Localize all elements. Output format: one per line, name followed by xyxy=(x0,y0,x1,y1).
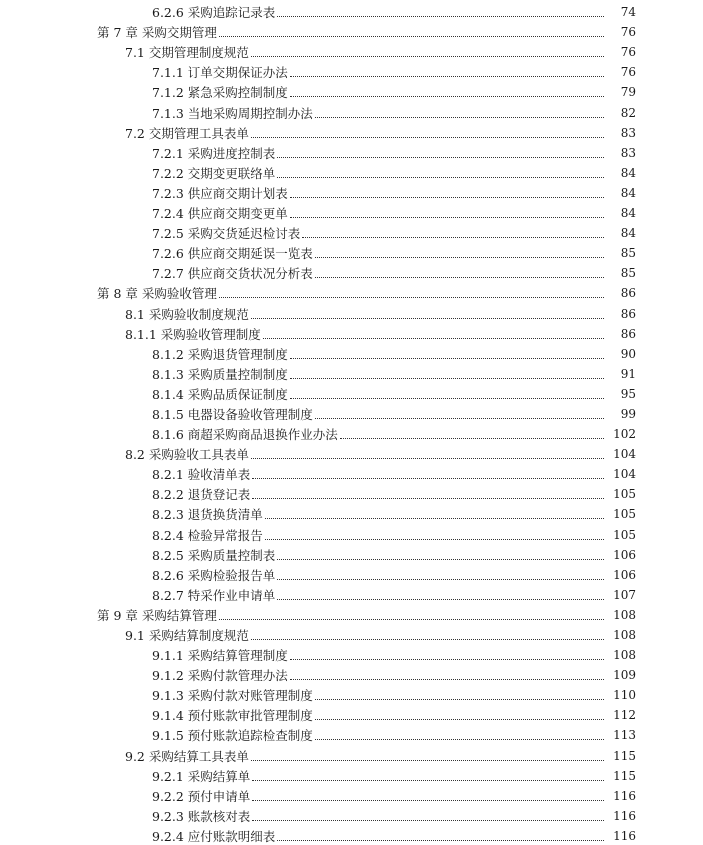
toc-entry[interactable] xyxy=(0,805,703,825)
toc-dot-leader xyxy=(290,357,604,359)
toc-dot-leader xyxy=(315,417,604,419)
toc-entry-title: 7.2.7 供应商交货状况分析表 xyxy=(152,266,313,282)
toc-entry-page: 76 xyxy=(620,25,636,40)
toc-entry-page: 86 xyxy=(620,286,636,301)
toc-entry-title: 8.2.3 退货换货清单 xyxy=(152,507,263,523)
toc-entry[interactable] xyxy=(0,544,703,564)
toc-entry[interactable] xyxy=(0,162,703,182)
toc-entry-page: 86 xyxy=(620,326,636,341)
toc-entry-page: 115 xyxy=(613,748,636,763)
toc-entry-title: 7.1.2 紧急采购控制制度 xyxy=(152,85,288,101)
toc-entry-page: 105 xyxy=(613,487,636,502)
toc-entry[interactable] xyxy=(0,343,703,363)
toc-dot-leader xyxy=(277,578,604,580)
toc-dot-leader xyxy=(315,116,604,118)
toc-entry-page: 105 xyxy=(613,527,636,542)
toc-entry-page: 108 xyxy=(613,628,636,642)
toc-entry-title: 7.2.1 采购进度控制表 xyxy=(152,145,276,161)
toc-entry[interactable] xyxy=(0,323,703,343)
toc-dot-leader xyxy=(252,819,604,821)
toc-dot-leader xyxy=(277,558,604,560)
toc-entry-title: 8.1.3 采购质量控制制度 xyxy=(152,366,288,382)
toc-entry-page: 104 xyxy=(613,447,636,462)
toc-entry[interactable] xyxy=(0,1,703,21)
toc-entry[interactable] xyxy=(0,101,703,121)
toc-entry-title: 6.2.6 采购追踪记录表 xyxy=(152,5,276,21)
toc-dot-leader xyxy=(219,35,604,37)
toc-entry-page: 90 xyxy=(620,346,636,361)
toc-entry[interactable] xyxy=(0,242,703,262)
toc-entry[interactable] xyxy=(0,443,703,463)
toc-entry-page: 108 xyxy=(613,607,636,622)
toc-entry[interactable] xyxy=(0,483,703,503)
toc-entry-title: 7.2 交期管理工具表单 xyxy=(125,125,249,141)
toc-entry-page: 115 xyxy=(613,768,636,783)
toc-entry-page: 106 xyxy=(613,567,636,582)
toc-dot-leader xyxy=(251,638,604,640)
toc-entry[interactable] xyxy=(0,744,703,764)
toc-entry[interactable] xyxy=(0,664,703,684)
toc-entry-title: 第 7 章 采购交期管理 xyxy=(97,25,217,41)
toc-entry[interactable] xyxy=(0,383,703,403)
toc-entry-title: 9.1.4 预付账款审批管理制度 xyxy=(152,708,313,724)
toc-entry[interactable] xyxy=(0,584,703,604)
toc-dot-leader xyxy=(290,377,604,379)
toc-entry-title: 8.1.5 电器设备验收管理制度 xyxy=(152,406,313,422)
toc-entry-title: 8.2.7 特采作业申请单 xyxy=(152,587,276,603)
toc-dot-leader xyxy=(290,397,604,399)
toc-entry-page: 106 xyxy=(613,547,636,562)
toc-entry[interactable] xyxy=(0,423,703,443)
toc-dot-leader xyxy=(219,296,604,298)
toc-entry-page: 85 xyxy=(620,266,636,281)
toc-entry[interactable] xyxy=(0,363,703,383)
toc-entry[interactable] xyxy=(0,122,703,142)
toc-dot-leader xyxy=(219,618,604,620)
toc-dot-leader xyxy=(251,457,604,459)
toc-entry-title: 8.1.6 商超采购商品退换作业办法 xyxy=(152,427,338,443)
toc-dot-leader xyxy=(277,15,604,17)
toc-entry-page: 83 xyxy=(620,145,636,160)
toc-entry-title: 8.1 采购验收制度规范 xyxy=(125,306,249,322)
toc-dot-leader xyxy=(265,517,604,519)
toc-entry-title: 8.2 采购验收工具表单 xyxy=(125,447,249,463)
toc-dot-leader xyxy=(315,718,604,720)
toc-entry-title: 7.2.4 供应商交期变更单 xyxy=(152,206,288,222)
toc-entry-title: 7.1.1 订单交期保证办法 xyxy=(152,65,288,81)
toc-entry[interactable] xyxy=(0,21,703,41)
toc-entry-title: 第 9 章 采购结算管理 xyxy=(97,607,217,623)
toc-entry[interactable] xyxy=(0,644,703,664)
toc-entry-page: 110 xyxy=(613,688,636,703)
toc-entry[interactable] xyxy=(0,41,703,61)
toc-dot-leader xyxy=(263,337,604,339)
toc-dot-leader xyxy=(290,216,604,218)
toc-dot-leader xyxy=(265,538,604,540)
toc-dot-leader xyxy=(340,437,604,439)
toc-entry-title: 8.2.6 采购检验报告单 xyxy=(152,567,276,583)
toc-entry-page: 79 xyxy=(620,85,636,100)
toc-dot-leader xyxy=(290,95,604,97)
toc-entry-title: 9.1.5 预付账款追踪检查制度 xyxy=(152,728,313,744)
toc-entry-title: 7.2.5 采购交货延迟检讨表 xyxy=(152,226,301,242)
toc-entry-title: 9.1.1 采购结算管理制度 xyxy=(152,648,288,664)
toc-dot-leader xyxy=(252,799,604,801)
toc-entry-title: 8.2.2 退货登记表 xyxy=(152,487,251,503)
toc-entry-page: 116 xyxy=(613,808,636,823)
toc-entry[interactable] xyxy=(0,765,703,785)
toc-entry-title: 9.2.4 应付账款明细表 xyxy=(152,828,276,844)
toc-entry[interactable] xyxy=(0,282,703,302)
toc-entry-page: 102 xyxy=(613,427,636,442)
toc-entry[interactable] xyxy=(0,61,703,81)
toc-entry-title: 9.2.2 预付申请单 xyxy=(152,788,251,804)
toc-entry-page: 84 xyxy=(620,206,636,221)
toc-entry-page: 104 xyxy=(613,467,636,482)
toc-entry[interactable] xyxy=(0,503,703,523)
toc-entry-title: 9.1 采购结算制度规范 xyxy=(125,628,249,643)
toc-dot-leader xyxy=(252,779,604,781)
toc-dot-leader xyxy=(277,176,604,178)
toc-entry-title: 7.2.6 供应商交期延误一览表 xyxy=(152,246,313,262)
toc-entry-title: 8.2.1 验收清单表 xyxy=(152,467,251,483)
toc-entry[interactable] xyxy=(0,825,703,845)
toc-entry-page: 108 xyxy=(613,648,636,663)
toc-entry[interactable] xyxy=(0,222,703,242)
toc-entry[interactable] xyxy=(0,262,703,282)
toc-dot-leader xyxy=(315,698,604,700)
toc-entry-page: 113 xyxy=(613,728,636,743)
toc-dot-leader xyxy=(251,759,604,761)
toc-entry-title: 7.2.3 供应商交期计划表 xyxy=(152,185,288,201)
toc-dot-leader xyxy=(315,738,604,740)
toc-dot-leader xyxy=(302,236,604,238)
toc-entry-title: 7.2.2 交期变更联络单 xyxy=(152,165,276,181)
toc-dot-leader xyxy=(251,136,604,138)
toc-entry-title: 9.1.2 采购付款管理办法 xyxy=(152,668,288,684)
toc-entry-page: 84 xyxy=(620,185,636,200)
toc-entry-page: 99 xyxy=(620,406,636,421)
toc-dot-leader xyxy=(290,678,604,680)
toc-entry[interactable] xyxy=(0,142,703,162)
toc-entry-page: 86 xyxy=(620,306,636,321)
toc-dot-leader xyxy=(290,196,604,198)
toc-entry-title: 8.2.5 采购质量控制表 xyxy=(152,547,276,563)
toc-entry-page: 116 xyxy=(613,788,636,803)
toc-dot-leader xyxy=(252,497,604,499)
toc-dot-leader xyxy=(290,658,604,660)
toc-entry-title: 8.1.1 采购验收管理制度 xyxy=(125,326,261,342)
toc-entry[interactable] xyxy=(0,785,703,805)
toc-entry-page: 76 xyxy=(620,45,636,60)
table-of-contents xyxy=(0,1,703,845)
toc-entry-page: 84 xyxy=(620,165,636,180)
toc-entry-page: 105 xyxy=(613,507,636,522)
toc-entry-page: 116 xyxy=(613,828,636,843)
toc-dot-leader xyxy=(277,156,604,158)
toc-entry[interactable] xyxy=(0,81,703,101)
toc-entry-page: 107 xyxy=(613,587,636,602)
toc-dot-leader xyxy=(252,477,604,479)
toc-dot-leader xyxy=(315,256,604,258)
toc-entry-page: 83 xyxy=(620,125,636,140)
toc-entry[interactable] xyxy=(0,403,703,423)
toc-dot-leader xyxy=(290,75,604,77)
toc-entry-title: 9.2.3 账款核对表 xyxy=(152,808,251,824)
toc-entry-title: 第 8 章 采购验收管理 xyxy=(97,286,217,302)
toc-dot-leader xyxy=(251,317,604,319)
toc-entry-title: 8.1.4 采购品质保证制度 xyxy=(152,386,288,402)
toc-entry-page: 76 xyxy=(620,65,636,80)
toc-entry-page: 95 xyxy=(620,386,636,401)
toc-entry[interactable] xyxy=(0,624,703,644)
toc-entry[interactable] xyxy=(0,604,703,624)
toc-entry-page: 85 xyxy=(620,246,636,261)
toc-entry[interactable] xyxy=(0,202,703,222)
toc-entry-title: 7.1.3 当地采购周期控制办法 xyxy=(152,105,313,121)
toc-entry-page: 82 xyxy=(620,105,636,120)
toc-entry[interactable] xyxy=(0,564,703,584)
toc-entry-page: 109 xyxy=(613,668,636,683)
toc-entry-page: 74 xyxy=(620,5,636,20)
toc-entry-title: 8.2.4 检验异常报告 xyxy=(152,527,263,543)
toc-entry-page: 112 xyxy=(613,708,636,723)
toc-entry[interactable] xyxy=(0,182,703,202)
toc-entry[interactable] xyxy=(0,704,703,724)
toc-dot-leader xyxy=(251,55,604,57)
toc-entry-page: 91 xyxy=(620,366,636,381)
toc-entry[interactable] xyxy=(0,523,703,543)
toc-entry[interactable] xyxy=(0,302,703,322)
toc-entry-title: 9.2.1 采购结算单 xyxy=(152,768,251,784)
toc-entry-page: 84 xyxy=(620,226,636,241)
toc-entry-title: 8.1.2 采购退货管理制度 xyxy=(152,346,288,362)
toc-entry[interactable] xyxy=(0,684,703,704)
toc-entry-title: 9.1.3 采购付款对账管理制度 xyxy=(152,688,313,704)
toc-dot-leader xyxy=(277,598,604,600)
toc-dot-leader xyxy=(315,276,604,278)
toc-entry-title: 7.1 交期管理制度规范 xyxy=(125,45,249,61)
toc-entry-title: 9.2 采购结算工具表单 xyxy=(125,748,249,764)
toc-entry[interactable] xyxy=(0,724,703,744)
toc-entry[interactable] xyxy=(0,463,703,483)
